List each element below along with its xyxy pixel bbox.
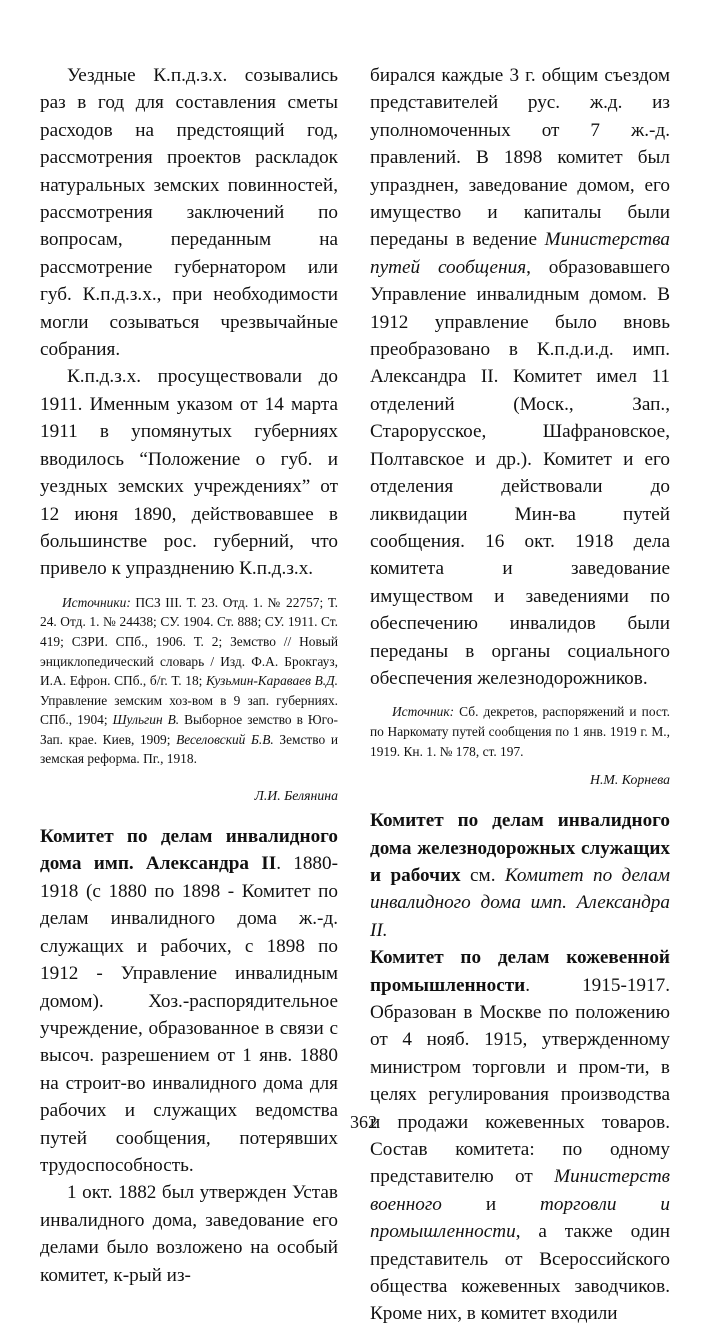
source-label: Источник: [392, 704, 455, 720]
text-run: , образовавшего Управление инвалидным домом. В 1912 управление было вновь преобразовано в К.п.д.и.д. имп. Александра II. Комитет имел 11 отделений (Моск., Зап., Старорусское, Шафрановское, Полтавское и др.). Комитет и его отделения действовали до ликвидации Мин-ва путей сообщения. 16 окт. 1918 дела комитета и заведование имуществом и заведениями по обеспечению инвалидов были переданы в органы социального обеспечения железнодорожников. [370, 256, 670, 689]
sources-text: Выборное земство в Юго-Зап. крае. Киев, 1909; [40, 712, 338, 747]
entry-paragraph [370, 807, 670, 944]
sources-text: ПСЗ III. Т. 23. Отд. 1. № 22757; Т. 24. Отд. 1. № 24438; СУ. 1904. Ст. 888; СУ. 1911. Ст. 419; СЗРИ. СПб., 1906. Т. 2; Земство // Новый энциклопедический словарь / Изд. Ф.А. Брокгауз, И.А. Ефрон. СПб., б/г. Т. 18; [40, 594, 338, 689]
text-run: и [441, 1193, 541, 1215]
source-block [370, 702, 670, 761]
author-signature: Л.И. Белянина [254, 788, 338, 804]
right-column [370, 62, 670, 1328]
paragraph: Уездные К.п.д.з.х. созывались раз в год для составления сметы расходов на предстоящий год, рассмотрения проектов раскладок натуральных земских повинностей, рассмотрения заключений по вопросам, переданным на рассмотрение губернатором или губ. К.п.д.з.х., при необходимости могли созываться чрезвычайные собрания. [40, 65, 338, 361]
entry-title: Комитет по делам кожевенной промышленности [370, 947, 670, 996]
italic-reference: торговли и промышленности [370, 1193, 670, 1243]
italic-reference: Министерств военного [370, 1166, 670, 1215]
page-number: 362 [350, 1112, 377, 1132]
text-run: . 1915-1917. Образован в Москве по положению от 4 нояб. 1915, утвержденному министром торговли и пром-ти, в целях регулирования производства и продажи кожевенных товаров. Состав комитета: по одному представителю от [370, 974, 670, 1188]
paragraph: К.п.д.з.х. просуществовали до 1911. Именным указом от 14 марта 1911 в упомянутых губерниях вводилось “Положение о губ. и уездных земских учреждениях” от 12 июня 1890, действовавшее в большинстве рос. губерний, что привело к упразднению К.п.д.з.х. [40, 366, 338, 580]
sources-author: Шульгин В. [112, 712, 180, 728]
entry-text: . 1880-1918 (с 1880 по 1898 - Комитет по делам инвалидного дома ж.-д. служащих и рабочих, с 1898 по 1912 - Управление инвалидным домом). Хоз.-распорядительное учреждение, образованное в связи с высоч. разрешением от 1 янв. 1880 на строит-во инвалидного дома для рабочих и служащих ведомства путей сообщения, потерявших трудоспособность. [40, 853, 339, 1176]
sources-author: Веселовский Б.В. [176, 731, 274, 747]
paragraph [370, 62, 670, 692]
entry-see: см. [460, 864, 505, 886]
author-signature: Н.М. Корнева [590, 772, 670, 788]
left-column [40, 62, 338, 1289]
source-text: Сб. декретов, распоряжений и пост. по Наркомату путей сообщения по 1 янв. 1919 г. М., 1919. Кн. 1. № 178, ст. 197. [370, 704, 670, 759]
sources-text: Земство и земская реформа. Пг., 1918. [40, 731, 338, 767]
sources-block [40, 593, 338, 769]
text-run: , а также один представитель от Всероссийского общества кожевенных заводчиков. Кроме них, в комитет входили [370, 1221, 670, 1325]
sources-author: Кузьмин-Караваев В.Д. [206, 673, 338, 689]
sources-text: Управление земским хоз-вом в 9 зап. губерниях. СПб., 1904; [40, 692, 338, 728]
paragraph: 1 окт. 1882 был утвержден Устав инвалидного дома, заведование его делами было возложено на особый комитет, к-рый из- [40, 1182, 338, 1286]
italic-reference: Министерства путей сообщения [370, 229, 670, 278]
entry-title: Комитет по делам инвалидного дома имп. Александра II [40, 826, 338, 875]
entry-paragraph [370, 944, 670, 1328]
text-run: бирался каждые 3 г. общим съездом представителей рус. ж.д. из уполномоченных от 7 ж.-д. правлений. В 1898 комитет был упразднен, заведование домом, его имущество и капиталы были переданы в ведение [370, 65, 670, 251]
entry-title: Комитет по делам инвалидного дома железнодорожных служащих и рабочих [370, 810, 670, 886]
sources-label: Источники: [62, 594, 131, 610]
cross-reference: Комитет по делам инвалидного дома имп. Александра II. [370, 864, 671, 941]
